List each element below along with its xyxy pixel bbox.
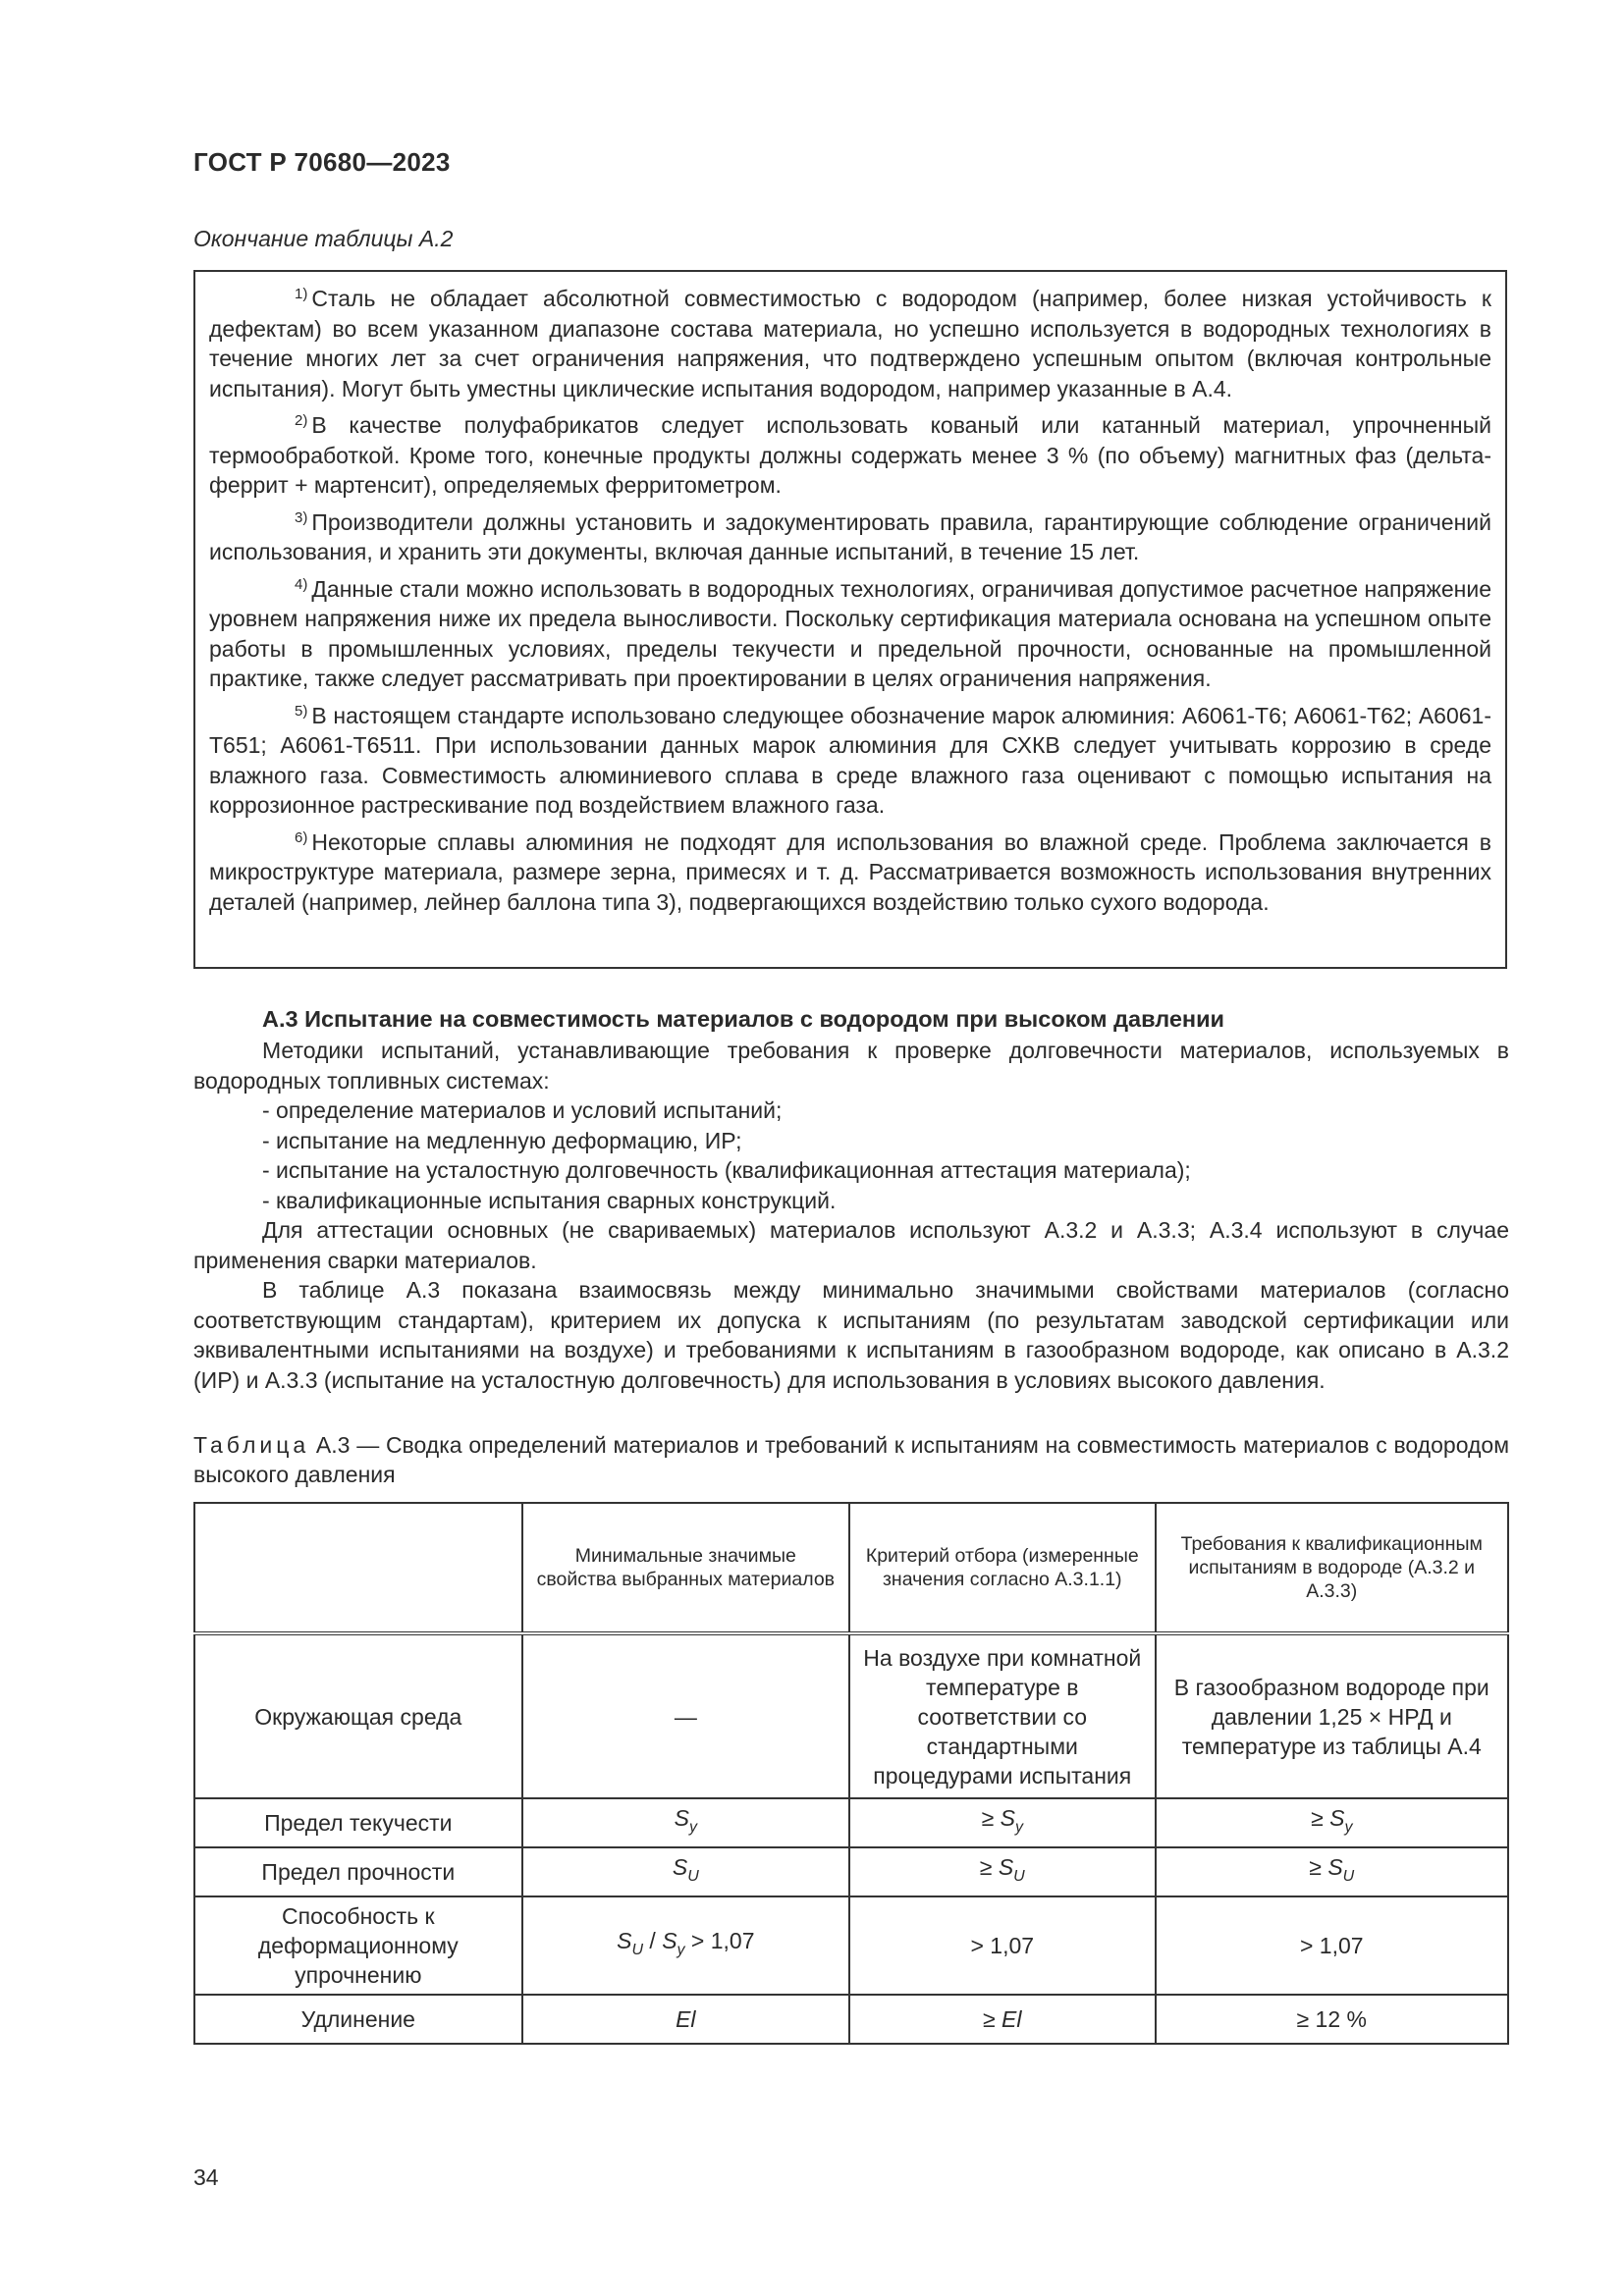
table-row bbox=[194, 1633, 1508, 1798]
footnote bbox=[209, 410, 1491, 501]
footnote-mark: 1) bbox=[295, 286, 308, 302]
header-cell: Требования к квалификационным испытаниям в водороде (А.3.2 и А.3.3) bbox=[1156, 1503, 1508, 1633]
cell-criterion: ≥ $S_y$ bbox=[849, 1798, 1156, 1847]
header-cell bbox=[194, 1503, 522, 1633]
list-item: - квалификационные испытания сварных конструкций. bbox=[262, 1187, 837, 1213]
table-header-row bbox=[194, 1503, 1508, 1633]
table-caption-text: А.3 — Сводка определений материалов и требований к испытаниям на совместимость материалов с водородом высокого давления bbox=[193, 1432, 1509, 1487]
footnote bbox=[209, 828, 1491, 918]
section-title: А.3 Испытание на совместимость материалов с водородом при высоком давлении bbox=[262, 1006, 1224, 1032]
footnote-mark: 6) bbox=[295, 828, 308, 846]
footnote-mark: 4) bbox=[295, 575, 308, 593]
row-label: Способность к деформационному упрочнению bbox=[194, 1896, 522, 1995]
cell-criterion: > 1,07 bbox=[849, 1896, 1156, 1995]
section-paragraph: В таблице А.3 показана взаимосвязь между минимально значимыми свойствами материалов (согласно соответствующим стандартам), критерием их допуска к испытаниям (по результатам заводской сертификации или эквивалентными испытаниями на воздухе) и требованиями к испытаниям в газообразном водороде, как описано в А.3.2 (ИР) и А.3.3 (испытание на усталостную долговечность) для использования в условиях высокого давления. bbox=[193, 1277, 1509, 1393]
table-a3 bbox=[193, 1502, 1509, 2045]
footnotes-box bbox=[193, 270, 1507, 969]
table-row bbox=[194, 1995, 1508, 2044]
table-row bbox=[194, 1896, 1508, 1995]
row-label: Окружающая среда bbox=[194, 1633, 522, 1798]
section-intro: Методики испытаний, устанавливающие требования к проверке долговечности материалов, используемых в водородных топливных системах: bbox=[193, 1038, 1509, 1094]
table-row bbox=[194, 1798, 1508, 1847]
cell-requirement: В газообразном водороде при давлении 1,25 × НРД и температуре из таблицы А.4 bbox=[1156, 1633, 1508, 1798]
section-a3 bbox=[193, 1004, 1509, 1395]
list-item: - определение материалов и условий испытаний; bbox=[262, 1097, 783, 1123]
row-label: Удлинение bbox=[194, 1995, 522, 2044]
table-row bbox=[194, 1847, 1508, 1896]
section-paragraph: Для аттестации основных (не свариваемых) материалов используют А.3.2 и А.3.3; А.3.4 используют в случае применения сварки материалов. bbox=[193, 1217, 1509, 1273]
cell-min: $S_U$ bbox=[522, 1847, 849, 1896]
footnote-text: Данные стали можно использовать в водородных технологиях, ограничивая допустимое расчетное напряжение уровнем напряжения ниже их предела выносливости. Поскольку сертификация материала основана на успешном опыте работы в промышленных условиях, пределы текучести и предельной прочности, основанные на промышленной практике, также следует рассматривать при проектировании в целях ограничения напряжения. bbox=[209, 575, 1491, 691]
cell-min: $S_U / S_y > 1,07$ bbox=[522, 1896, 849, 1995]
footnote-text: В качестве полуфабрикатов следует использовать кованый или катанный материал, упрочненный термообработкой. Кроме того, конечные продукты должны содержать менее 3 % (по объему) магнитных фаз (дельта-феррит + мартенсит), определяемых ферритометром. bbox=[209, 412, 1491, 498]
footnote-text: Некоторые сплавы алюминия не подходят для использования во влажной среде. Проблема заключается в микроструктуре материала, размере зерна, примесях и т. д. Рассматривается возможность использования внутренних деталей (например, лейнер баллона типа 3), подвергающихся воздействию только сухого водорода. bbox=[209, 828, 1491, 915]
footnote bbox=[209, 701, 1491, 821]
footnote-mark: 3) bbox=[295, 508, 308, 526]
footnote-mark: 5) bbox=[295, 702, 308, 720]
page-number: 34 bbox=[193, 2164, 219, 2190]
footnote-text: Сталь не обладает абсолютной совместимостью с водородом (например, более низкая устойчивость к дефектам) во всем указанном диапазоне состава материала, но успешно используется в водородных технологиях в течение многих лет за счет ограничения напряжения, что подтверждено успешным опытом (включая контрольные испытания). Могут быть уместны циклические испытания водородом, например указанные в А.4. bbox=[209, 286, 1491, 401]
cell-min: $S_y$ bbox=[522, 1798, 849, 1847]
row-label: Предел текучести bbox=[194, 1798, 522, 1847]
table-caption-label: Таблица bbox=[193, 1432, 310, 1458]
footnote bbox=[209, 284, 1491, 403]
cell-min: El bbox=[522, 1995, 849, 2044]
footnote bbox=[209, 574, 1491, 694]
footnote bbox=[209, 507, 1491, 567]
row-label: Предел прочности bbox=[194, 1847, 522, 1896]
footnote-mark: 2) bbox=[295, 412, 308, 429]
cell-requirement: ≥ $S_U$ bbox=[1156, 1847, 1508, 1896]
document-header: ГОСТ Р 70680—2023 bbox=[193, 147, 451, 177]
cell-min: — bbox=[522, 1633, 849, 1798]
list-item: - испытание на усталостную долговечность (квалификационная аттестация материала); bbox=[262, 1157, 1191, 1183]
cell-requirement: > 1,07 bbox=[1156, 1896, 1508, 1995]
list-item: - испытание на медленную деформацию, ИР; bbox=[262, 1127, 742, 1153]
table-caption bbox=[193, 1430, 1509, 1489]
header-cell: Минимальные значимые свойства выбранных материалов bbox=[522, 1503, 849, 1633]
footnote-text: В настоящем стандарте использовано следующее обозначение марок алюминия: А6061-Т6; А6061-Т62; А6061-Т651; А6061-Т6511. При использовании данных марок алюминия для СХКВ следует учитывать коррозию в среде влажного газа. Совместимость алюминиевого сплава в среде влажного газа оценивают с помощью испытания на коррозионное растрескивание под воздействием влажного газа. bbox=[209, 702, 1491, 818]
cell-criterion: ≥ El bbox=[849, 1995, 1156, 2044]
cell-criterion: ≥ $S_U$ bbox=[849, 1847, 1156, 1896]
header-cell: Критерий отбора (измеренные значения согласно А.3.1.1) bbox=[849, 1503, 1156, 1633]
cell-requirement: ≥ $S_y$ bbox=[1156, 1798, 1508, 1847]
cell-requirement: ≥ 12 % bbox=[1156, 1995, 1508, 2044]
cell-criterion: На воздухе при комнатной температуре в соответствии со стандартными процедурами испытания bbox=[849, 1633, 1156, 1798]
footnote-text: Производители должны установить и задокументировать правила, гарантирующие соблюдение ограничений использования, и хранить эти документы, включая данные испытаний, в течение 15 лет. bbox=[209, 508, 1491, 564]
table-continuation-caption: Окончание таблицы А.2 bbox=[193, 226, 454, 251]
